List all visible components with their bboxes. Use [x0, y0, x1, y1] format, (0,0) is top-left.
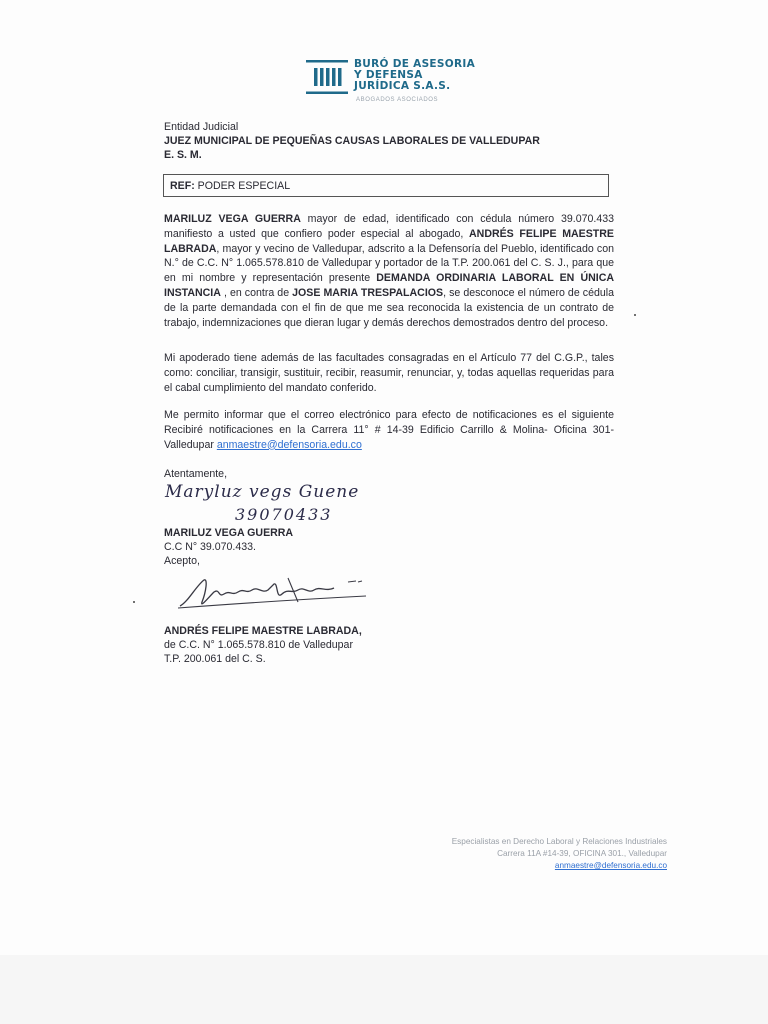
- greeting: Atentamente,: [164, 468, 228, 480]
- scan-speck: [634, 314, 636, 316]
- defendant-name: JOSE MARIA TRESPALACIOS: [292, 286, 444, 299]
- logo-wordmark: [354, 59, 475, 92]
- logo-line-3: JURÍDICA S.A.S.: [354, 80, 451, 92]
- p3-text: Me permito informar que el correo electrónico para efecto de notificaciones es el siguiente Recibiré notificaciones en la Carrera 11° # 14-39 Edificio Carrillo & Molina- Oficina 301- Valledupar: [164, 409, 614, 451]
- footer-address: Carrera 11A #14-39, OFICINA 301., Valledupar: [497, 849, 667, 858]
- footer-email-link[interactable]: anmaestre@defensoria.edu.co: [554, 861, 667, 870]
- scan-speck: [133, 601, 135, 603]
- columns-logo-icon: [306, 60, 348, 94]
- handwritten-id-number: 39070433: [235, 505, 333, 524]
- lawyer-signature-icon: [178, 572, 368, 616]
- signer-name: MARILUZ VEGA GUERRA: [164, 527, 294, 539]
- scan-bottom-margin: [0, 955, 768, 1024]
- addressee-block: [164, 120, 540, 162]
- reference-box: [163, 174, 609, 197]
- handwritten-signature-name: Maryluz vegs Guene: [165, 482, 360, 502]
- firm-logo: [306, 58, 506, 108]
- lawyer-tp: T.P. 200.061 del C. S.: [164, 653, 266, 665]
- p1-text-b: , mayor y vecino de Valledupar, adscrito a la Defensoría del Pueblo, identificado con N.° de C.C. N° 1.065.578.810 de Valledupar y portador de la T.P. 200.061 del C. S. J., para que en mi nombre y representación presente: [164, 242, 614, 285]
- ref-label: REF:: [170, 180, 195, 192]
- paragraph-power-of-attorney: [164, 212, 614, 330]
- signer-id: C.C N° 39.070.433.: [164, 541, 256, 553]
- notification-email-link[interactable]: anmaestre@defensoria.edu.co: [216, 438, 362, 451]
- logo-line-2: Y DEFENSA: [354, 69, 423, 81]
- logo-line-1: BURÓ DE ASESORIA: [354, 58, 476, 70]
- lawyer-block: [164, 624, 362, 666]
- esm-label: E. S. M.: [164, 149, 202, 161]
- demand-type: DEMANDA ORDINARIA LABORAL EN ÚNICA INSTANCIA: [164, 272, 614, 299]
- accept-label: Acepto,: [164, 555, 200, 567]
- p1-text-d: , se desconoce el número de cédula de la parte demandada con el fin de que me sea reconocida la existencia de un contrato de trabajo, indemnizaciones que dieran lugar y demás derechos demostrados dentro del proceso.: [164, 286, 614, 329]
- p1-text-a: mayor de edad, identificado con cédula número 39.070.433 manifiesto a usted que confiero poder especial al abogado,: [164, 213, 615, 240]
- footer: [452, 836, 667, 872]
- grantor-name: MARILUZ VEGA GUERRA: [164, 213, 301, 225]
- court-name: JUEZ MUNICIPAL DE PEQUEÑAS CAUSAS LABORALES DE VALLEDUPAR: [164, 135, 540, 147]
- paragraph-faculties: Mi apoderado tiene además de las facultades consagradas en el Artículo 77 del C.G.P., tales como: conciliar, transigir, sustituir, recibir, reasumir, renunciar, y, todas aquellas requeridas para el cabal cumplimiento del mandato conferido.: [164, 352, 614, 394]
- footer-specialty: Especialistas en Derecho Laboral y Relaciones Industriales: [451, 837, 667, 846]
- entity-label: Entidad Judicial: [164, 121, 239, 133]
- paragraph-notifications: [164, 408, 614, 452]
- logo-tagline: ABOGADOS ASOCIADOS: [356, 97, 439, 103]
- lawyer-name: ANDRÉS FELIPE MAESTRE LABRADA,: [164, 625, 362, 637]
- lawyer-id: de C.C. N° 1.065.578.810 de Valledupar: [164, 639, 353, 651]
- signer-block: [164, 526, 293, 568]
- lawyer-name-inline: ANDRÉS FELIPE MAESTRE LABRADA: [164, 227, 614, 255]
- p1-text-c: , en contra de: [220, 286, 293, 299]
- ref-text: PODER ESPECIAL: [194, 180, 291, 192]
